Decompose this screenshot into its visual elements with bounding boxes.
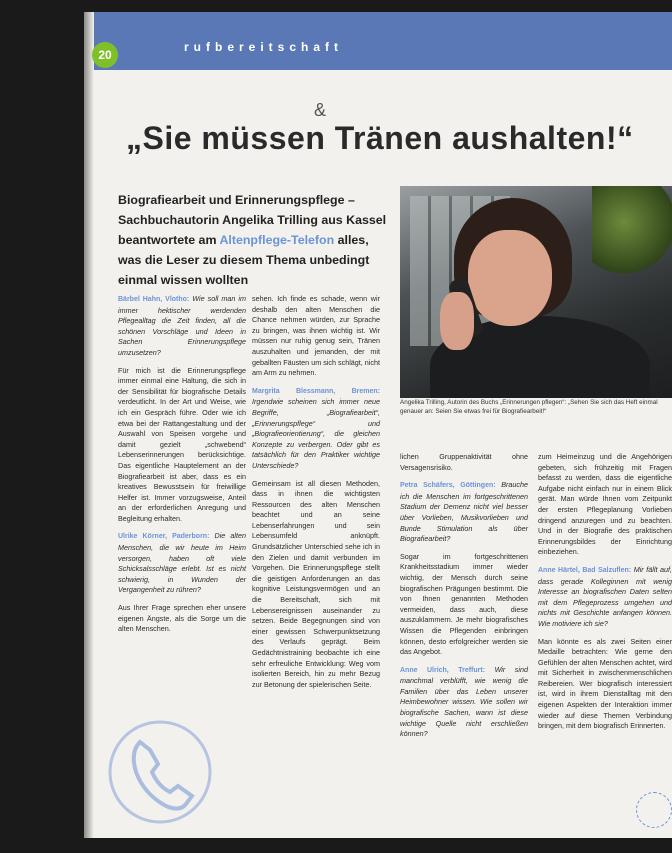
asker: Bärbel Hahn, Vlotho: (118, 296, 190, 303)
author-photo (400, 186, 672, 398)
question-block (118, 294, 246, 359)
photo-caption: Angelika Trilling, Autorin des Buchs „Erinnerungen pflegen“: „Sehen Sie sich das Heft einmal genauer an: Seien Sie etwas frei für Biografiearbeit!“ (400, 399, 658, 415)
plant-background (592, 186, 672, 276)
question-block (538, 565, 672, 630)
question: Die alten Menschen, die wir heute im Heim versorgen, haben oft viele Schicksalsschläge erlebt. Ist es nicht schwierig, in Wunden der Vergangenheit zu rühren? (118, 531, 246, 595)
intro-text-1: Biografiearbeit und Erinnerungspflege – Sachbuchautorin Angelika Trilling aus Kassel beantwortete am (118, 193, 387, 247)
answer: Gemeinsam ist all diesen Methoden, dass in ihnen die wichtigsten Ressourcen des alten Menschen beachtet und an seine Lebenserfahrungen und sein Lebensumfeld anknüpft. Grundsätzlicher Unterschied sehe ich in den Zielen und damit verbunden im Vorgehen. Die Erinnerungspflege stellt die geistigen Anforderungen an das kognitive Leistungsvermögen und an die Bereitschaft, sich mit Lebensereignissen auseinander zu setzen. Beide Begegnungen sind von einer gewissen Schwerpunktsetzung des Verlaufs geprägt. Beim Gedächtnistraining beobachte ich eine sehr erfreuliche Entwicklung: Weg vom isolierten Bereich, hin zu mehr Bezug zur Betonung der spielerischen Seite. (252, 478, 380, 689)
header-bar (94, 12, 672, 70)
column-3 (400, 452, 528, 747)
question-block (118, 531, 246, 596)
column-1 (118, 294, 246, 642)
answer: lichen Gruppenaktivität ohne Versagensrisiko. (400, 452, 528, 472)
section-title: rufbereitschaft (184, 40, 344, 54)
intro-lead (118, 190, 388, 290)
question: Irgendwie scheinen sich immer neue Begriffe, „Biografiearbeit“, „Erinnerungspflege“ und „Biografieorientierung“, die gleichen Konzepte zu verbergen. Oder gibt es tatsächlich für den Praktiker wichtige Unterschiede? (252, 397, 380, 470)
magazine-page (84, 12, 672, 838)
column-2 (252, 294, 380, 697)
headline: „Sie müssen Tränen aushalten!“ (126, 120, 634, 156)
question-block (252, 386, 380, 472)
answer: Man könnte es als zwei Seiten einer Medaille betrachten: Wie gerne den Gefühlen der alten Menschen achtet, wird mit Sicherheit in zwischenmenschlichen Reibereien. Wer biografisch interessiert ist, wird in ihrem Dienstalltag mit den eigenen Aspekten der Interaktion immer wieder auf diese Themen Verbindung bringen, mit dem biografisch Erinnerten. (538, 636, 672, 731)
question-block (400, 480, 528, 545)
face (468, 230, 552, 326)
column-4 (538, 452, 672, 739)
question: Wie soll man im immer hektischer werdenden Pflegealltag die Zeit finden, all die schönen Vorschläge und Ideen in Sachen Erinnerungspflege umzusetzen? (118, 294, 246, 357)
asker: Margrita Blessmann, Bremen: (252, 387, 380, 395)
asker: Ulrike Körner, Paderborn: (118, 533, 210, 541)
stamp-icon (636, 792, 672, 828)
intro-highlight: Altenpflege-Telefon (219, 233, 335, 247)
question: Brauche ich die Menschen im fortgeschrittenen Stadium der Demenz nicht viel besser über Vorlieben, Musikvorlieben und Bunde Stimulation als über Biografiearbeit? (400, 480, 528, 544)
answer: Für mich ist die Erinnerungspflege immer einmal eine Haltung, die sich in der Sensibilität für biografische Details verdeutlicht. In der Art und Weise, wie ich ein Gespräch führe. Oder wie ich etwa bei der Rattangestaltung und der Auswahl von Speisen vorgehe und damit gezielt „schwebend“ Lebenserinnerungen berücksichtige. Das eigentliche Hauptelement an der Biografiearbeit ist aber, dass es ein kreatives Bewusstsein für freiwillige Helfer ist. Immer vorzugsweise, Anteil an der erforderlichen Anregung und Begleitung erhalten. (118, 365, 246, 523)
question: Wir sind manchmal verblüfft, wie wenig die Familien über das Leben unserer Heimbewohner wissen. Wie sollen wir biografische Sachen, wann ist diese wichtige Quelle nicht erschließen können? (400, 664, 528, 739)
telephone-icon (100, 712, 240, 832)
question-block (400, 665, 528, 740)
question: Mir fällt auf, dass gerade Kolleginnen mit wenig Interesse an biografischen Daten selten mit dem Pflegeprozess umgehen und nichts mit Geschichte anfangen können. Wie motiviere ich sie? (538, 564, 672, 628)
page-gutter-shadow (84, 12, 94, 838)
answer: Aus Ihrer Frage sprechen eher unsere eigenen Ängste, als die Sorge um die alten Menschen. (118, 603, 246, 634)
asker: Anne Ulrich, Treffurt: (400, 666, 486, 674)
answer: zum Heimeinzug und die Angehörigen gebeten, sich frühzeitig mit Fragen befasst zu werden, dass die eigentliche Aufgabe nicht einfach nur in einem Blick gerät. Man würde Ihnen vom Zeitpunkt der ersten Pflegeplanung Vorlieben dringend anzuregen und zu beachten. Und in der Biografie des praktischen Erinnerungsbildes der Einrichtung einbeziehen. (538, 452, 672, 557)
page-number: 20 (92, 42, 118, 68)
answer: sehen. Ich finde es schade, wenn wir deshalb den alten Menschen die Chance nehmen würden, zur Sprache zu bringen, was ihnen wichtig ist. Wir müssen nur ruhig genug sein, Tränen auszuhalten und jemanden, der mit geballten Fäusten um sich schlägt, nicht am Arm zu nehmen. (252, 294, 380, 378)
ampersand-icon: & (314, 100, 327, 120)
intro-text-2: alles, was die Leser zu diesem Thema unbedingt einmal wissen wollten (118, 233, 370, 287)
asker: Anne Härtel, Bad Salzuflen: (538, 566, 632, 574)
asker: Petra Schäfers, Göttingen: (400, 482, 496, 490)
hand (440, 292, 474, 350)
answer: Sogar im fortgeschrittenen Krankheitsstadium immer wieder wichtig, der Mensch durch seine biografischen Prägungen bestimmt. Die von Ihnen genannten Methoden vermeiden, dass auch, diese auszuklammern. Je mehr biografisches Wissen die Pflegenden einbringen können, desto erfolgreicher werden sie das Angebot. (400, 551, 528, 657)
